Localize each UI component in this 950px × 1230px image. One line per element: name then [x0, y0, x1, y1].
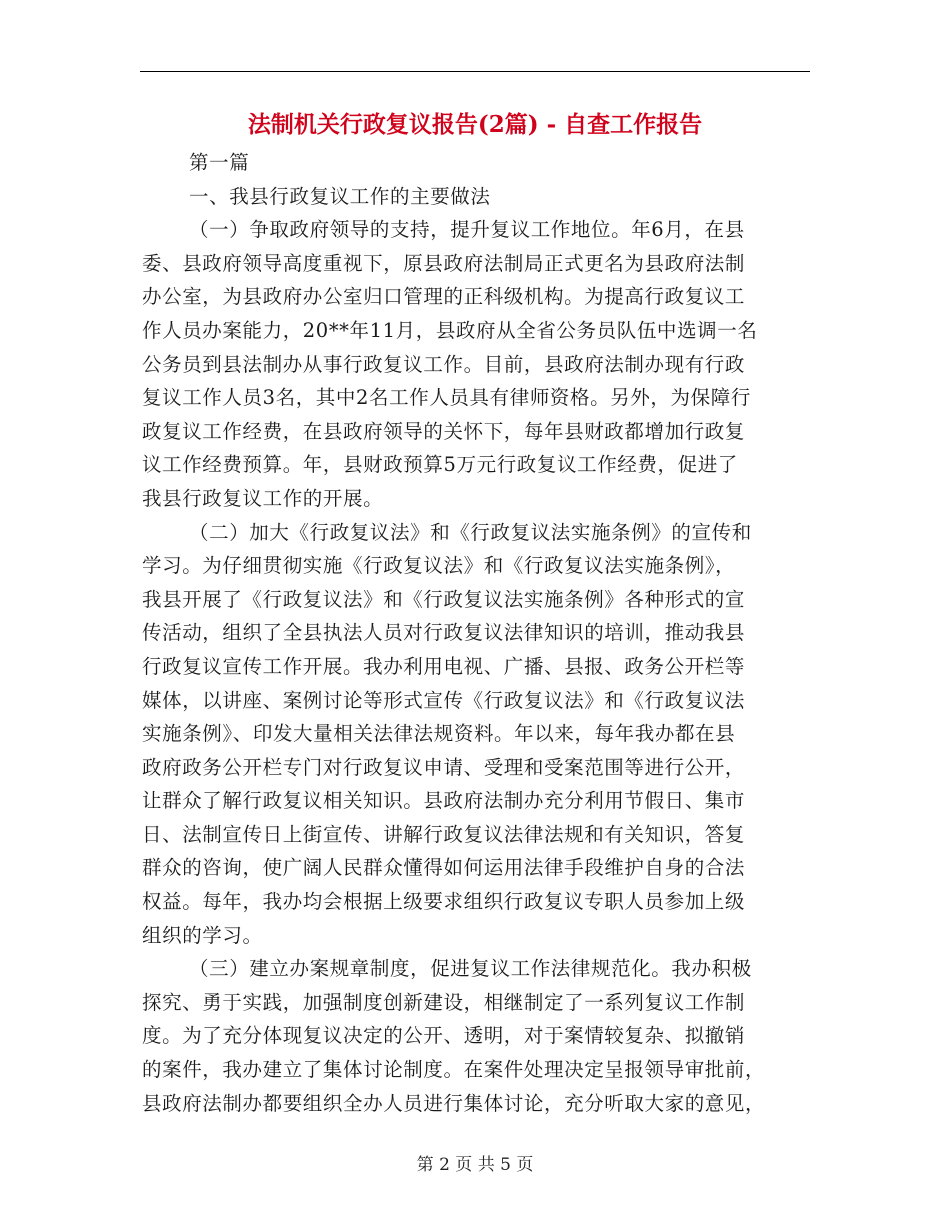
paragraph-3-line: 度。为了充分体现复议决定的公开、透明，对于案情较复杂、拟撤销: [142, 1024, 746, 1048]
paragraph-2-line: 我县开展了《行政复议法》和《行政复议法实施条例》各种形式的宣: [142, 587, 746, 611]
document-title: 法制机关行政复议报告(2篇) - 自查工作报告: [247, 111, 703, 138]
paragraph-1-line: 公务员到县法制办从事行政复议工作。目前，县政府法制办现有行政: [142, 352, 746, 376]
paragraph-1-line: 作人员办案能力，20**年11月，县政府从全省公务员队伍中选调一名: [142, 318, 758, 342]
paragraph-1-line: 委、县政府领导高度重视下，原县政府法制局正式更名为县政府法制: [142, 251, 746, 275]
paragraph-3-line: 的案件，我办建立了集体讨论制度。在案件处理决定呈报领导审批前，: [142, 1058, 766, 1082]
paragraph-2-line: 实施条例》、印发大量相关法律法规资料。年以来，每年我办都在县: [142, 722, 736, 746]
paragraph-2-line: 让群众了解行政复议相关知识。县政府法制办充分利用节假日、集市: [142, 789, 746, 813]
paragraph-1-line: （一）争取政府领导的支持，提升复议工作地位。年6月，在县: [189, 218, 745, 242]
paragraph-1-line: 我县行政复议工作的开展。: [142, 486, 384, 510]
paragraph-3-line: 县政府法制办都要组织全办人员进行集体讨论，充分听取大家的意见，: [142, 1091, 766, 1115]
paragraph-1-line: 办公室，为县政府办公室归口管理的正科级机构。为提高行政复议工: [142, 285, 746, 309]
paragraph-1-line: 议工作经费预算。年，县财政预算5万元行政复议工作经费，促进了: [142, 453, 738, 477]
page-number: 第 2 页 共 5 页: [416, 1155, 534, 1175]
paragraph-2-line: 传活动，组织了全县执法人员对行政复议法律知识的培训，推动我县: [142, 621, 746, 645]
paragraph-2-line: 日、法制宣传日上街宣传、讲解行政复议法律法规和有关知识，答复: [142, 822, 746, 846]
paragraph-2-line: 学习。为仔细贯彻实施《行政复议法》和《行政复议法实施条例》，: [142, 554, 736, 578]
document-body: [142, 146, 812, 1120]
header-rule: [140, 71, 810, 72]
paragraph-2-line: 权益。每年，我办均会根据上级要求组织行政复议专职人员参加上级: [142, 890, 746, 914]
paragraph-2-line: 群众的咨询，使广阔人民群众懂得如何运用法律手段维护自身的合法: [142, 856, 746, 880]
paragraph-2-line: （二）加大《行政复议法》和《行政复议法实施条例》的宣传和: [189, 520, 752, 544]
heading-1: 一、我县行政复议工作的主要做法: [189, 184, 491, 208]
paragraph-2-line: 组织的学习。: [142, 923, 263, 947]
paragraph-1-line: 政复议工作经费，在县政府领导的关怀下，每年县财政都增加行政复: [142, 419, 746, 443]
paragraph-2-line: 媒体，以讲座、案例讨论等形式宣传《行政复议法》和《行政复议法: [142, 688, 746, 712]
paragraph-2-line: 行政复议宣传工作开展。我办利用电视、广播、县报、政务公开栏等: [142, 654, 746, 678]
paragraph-3-line: 探究、勇于实践，加强制度创新建设，相继制定了一系列复议工作制: [142, 990, 746, 1014]
paragraph-3-line: （三）建立办案规章制度，促进复议工作法律规范化。我办积极: [189, 957, 752, 981]
paragraph-2-line: 政府政务公开栏专门对行政复议申请、受理和受案范围等进行公开，: [142, 755, 746, 779]
section-label: 第一篇: [189, 151, 250, 174]
paragraph-1-line: 复议工作人员3名，其中2名工作人员具有律师资格。另外，为保障行: [142, 386, 751, 410]
